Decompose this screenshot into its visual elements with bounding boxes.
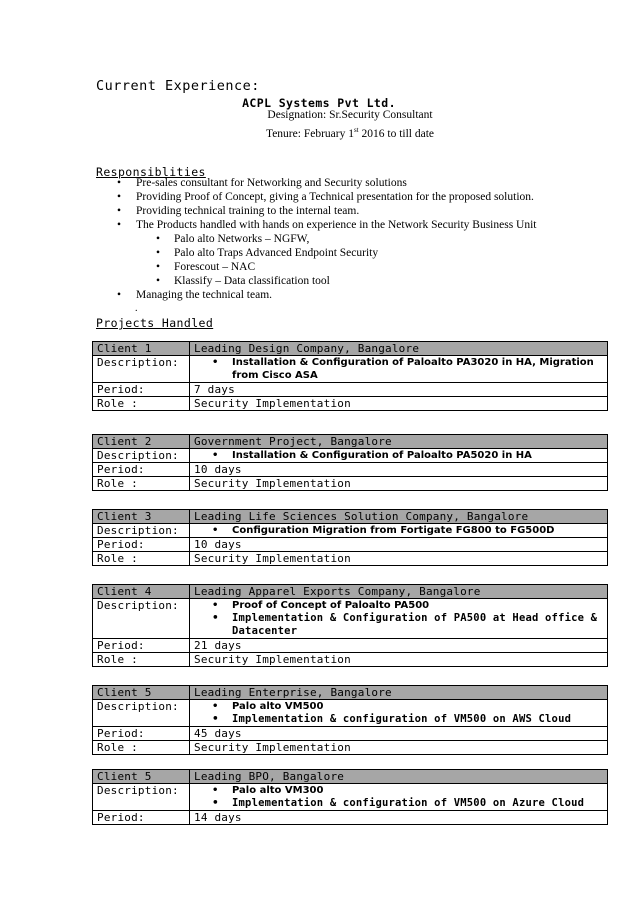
description-label: Description: xyxy=(93,524,190,538)
list-item: • Pre-sales consultant for Networking and Security solutions xyxy=(96,176,537,190)
list-item: • Managing the technical team. xyxy=(96,288,537,302)
client-name: Government Project, Bangalore xyxy=(190,435,608,449)
client-name: Leading Design Company, Bangalore xyxy=(190,342,608,356)
client-label: Client 4 xyxy=(93,585,190,599)
tenure: Tenure: February 1st 2016 to till date xyxy=(265,126,435,140)
description-label: Description: xyxy=(93,700,190,727)
role-label: Role : xyxy=(93,741,190,755)
client-name: Leading BPO, Bangalore xyxy=(190,770,608,784)
period-value: 45 days xyxy=(190,727,608,741)
period-value: 21 days xyxy=(190,639,608,653)
description-item: • Implementation & configuration of VM500 on Azure Cloud xyxy=(194,797,603,810)
period-value: 14 days xyxy=(190,811,608,825)
period-value: 10 days xyxy=(190,463,608,477)
product-item: • Palo alto Networks – NGFW, xyxy=(96,232,537,246)
client-label: Client 5 xyxy=(93,770,190,784)
role-label: Role : xyxy=(93,552,190,566)
product-item: • Palo alto Traps Advanced Endpoint Security xyxy=(96,246,537,260)
description-item: • Palo alto VM300 xyxy=(194,784,603,797)
period-value: 7 days xyxy=(190,383,608,397)
period-value: 10 days xyxy=(190,538,608,552)
product-item: • Forescout – NAC xyxy=(96,260,537,274)
client-table xyxy=(92,434,608,491)
description-item: • Implementation & configuration of VM500 on AWS Cloud xyxy=(194,713,603,726)
client-label: Client 1 xyxy=(93,342,190,356)
role-value: Security Implementation xyxy=(190,653,608,667)
description-item: • Installation & Configuration of Paloalto PA3020 in HA, Migration from Cisco ASA xyxy=(194,356,603,382)
client-label: Client 2 xyxy=(93,435,190,449)
description-item: • Implementation & Configuration of PA500 at Head office & Datacenter xyxy=(194,612,603,638)
period-label: Period: xyxy=(93,727,190,741)
description-item: • Palo alto VM500 xyxy=(194,700,603,713)
description-label: Description: xyxy=(93,599,190,639)
description-item: • Configuration Migration from Fortigate FG800 to FG500D xyxy=(194,524,603,537)
responsibilities-title: Responsiblities xyxy=(96,165,206,179)
client-table xyxy=(92,685,608,755)
client-name: Leading Apparel Exports Company, Bangalore xyxy=(190,585,608,599)
period-label: Period: xyxy=(93,463,190,477)
client-table xyxy=(92,341,608,411)
description-label: Description: xyxy=(93,449,190,463)
client-table xyxy=(92,509,608,566)
period-label: Period: xyxy=(93,383,190,397)
responsibilities-list xyxy=(96,176,537,302)
role-value: Security Implementation xyxy=(190,741,608,755)
client-name: Leading Life Sciences Solution Company, Bangalore xyxy=(190,510,608,524)
client-label: Client 3 xyxy=(93,510,190,524)
description-label: Description: xyxy=(93,784,190,811)
role-value: Security Implementation xyxy=(190,397,608,411)
client-name: Leading Enterprise, Bangalore xyxy=(190,686,608,700)
period-label: Period: xyxy=(93,538,190,552)
list-item: • Providing Proof of Concept, giving a Technical presentation for the proposed solution. xyxy=(96,190,537,204)
role-value: Security Implementation xyxy=(190,552,608,566)
role-label: Role : xyxy=(93,653,190,667)
role-value: Security Implementation xyxy=(190,477,608,491)
role-label: Role : xyxy=(93,397,190,411)
list-item: • The Products handled with hands on experience in the Network Security Business Unit xyxy=(96,218,537,232)
period-label: Period: xyxy=(93,639,190,653)
product-item: • Klassify – Data classification tool xyxy=(96,274,537,288)
description-label: Description: xyxy=(93,356,190,383)
list-item: • Providing technical training to the internal team. xyxy=(96,204,537,218)
role-label: Role : xyxy=(93,477,190,491)
company-name: ACPL Systems Pvt Ltd. xyxy=(242,96,396,110)
description-item: • Proof of Concept of Paloalto PA500 xyxy=(194,599,603,612)
client-table xyxy=(92,769,608,825)
description-item: • Installation & Configuration of Paloalto PA5020 in HA xyxy=(194,449,603,462)
trailing-dot: . xyxy=(135,303,138,314)
projects-title: Projects Handled xyxy=(96,316,214,330)
designation: Designation: Sr.Security Consultant xyxy=(267,109,433,121)
client-label: Client 5 xyxy=(93,686,190,700)
current-experience-heading: Current Experience: xyxy=(96,78,260,94)
client-table xyxy=(92,584,608,667)
period-label: Period: xyxy=(93,811,190,825)
